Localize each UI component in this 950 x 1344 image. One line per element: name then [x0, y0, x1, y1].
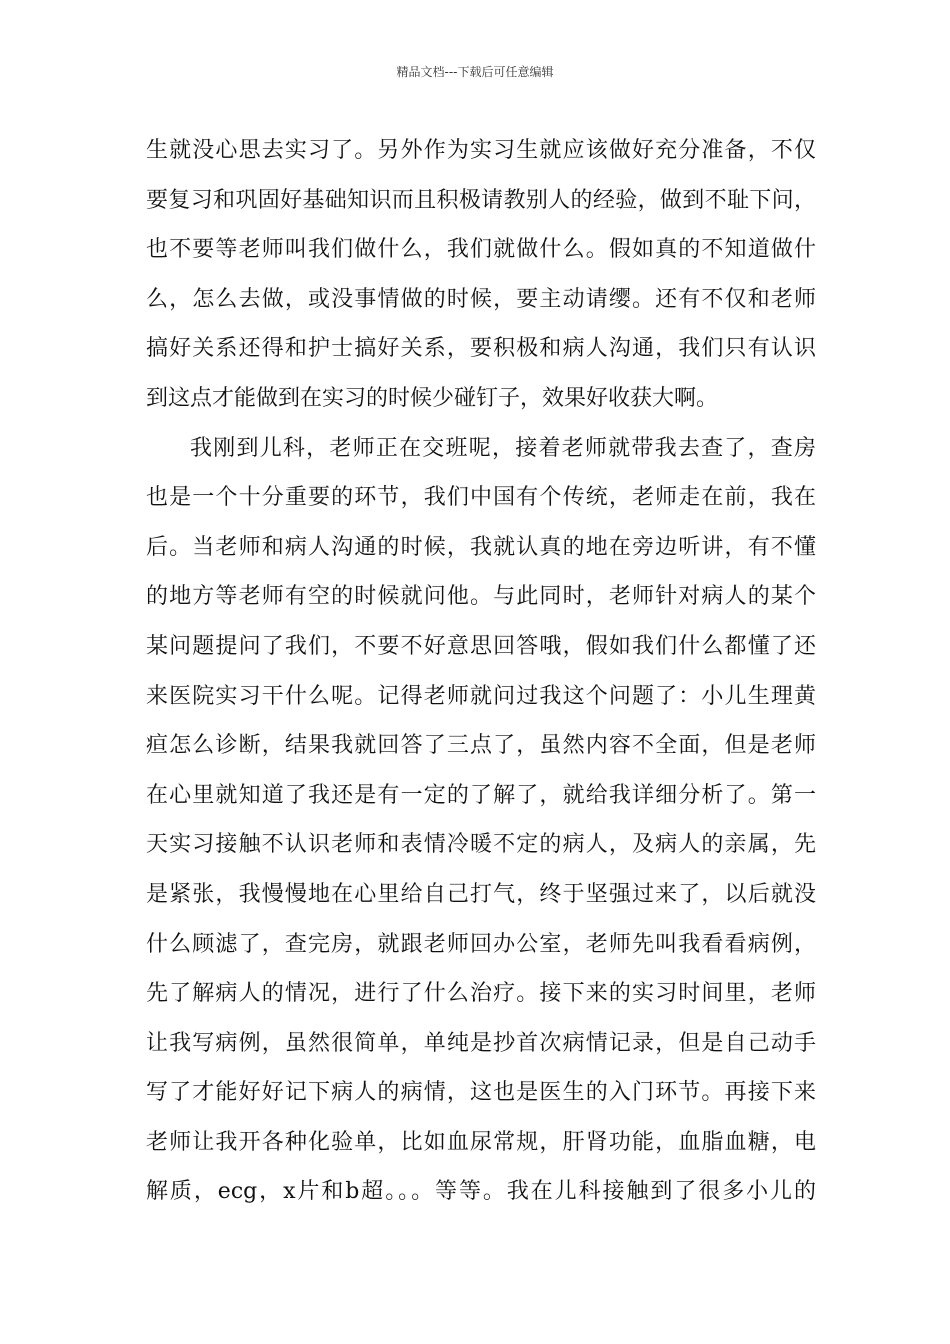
document-body — [146, 126, 816, 1217]
text-line: 解质，ecg，x片和b超。。。等等。我在儿科接触到了很多小儿的 — [146, 1179, 816, 1205]
text-line: 什么顾滤了，查完房，就跟老师回办公室，老师先叫我看看病例， — [146, 931, 816, 957]
text-line: 也不要等老师叫我们做什么，我们就做什么。假如真的不知道做什 — [146, 237, 816, 263]
text-line: 生就没心思去实习了。另外作为实习生就应该做好充分准备，不仅 — [146, 138, 816, 163]
text-line: 来医院实习干什么呢。记得老师就问过我这个问题了：小儿生理黄 — [146, 683, 816, 709]
text-line: 在心里就知道了我还是有一定的了解了，就给我详细分析了。第一 — [146, 782, 816, 808]
page-header: 精品文档---下载后可任意编辑 — [396, 65, 554, 79]
text-line: 某问题提问了我们，不要不好意思回答哦，假如我们什么都懂了还 — [146, 633, 816, 659]
text-line: 后。当老师和病人沟通的时候，我就认真的地在旁边听讲，有不懂 — [146, 534, 816, 560]
text-line: 么，怎么去做，或没事情做的时候，要主动请缨。还有不仅和老师 — [146, 286, 816, 312]
text-line: 老师让我开各种化验单，比如血尿常规，肝肾功能，血脂血糖，电 — [146, 1129, 816, 1155]
paragraph — [146, 126, 816, 424]
text-line: 天实习接触不认识老师和表情冷暖不定的病人，及病人的亲属，先 — [146, 832, 816, 858]
text-line: 让我写病例，虽然很简单，单纯是抄首次病情记录，但是自己动手 — [146, 1030, 816, 1056]
text-line: 是紧张，我慢慢地在心里给自己打气，终于坚强过来了，以后就没 — [146, 881, 816, 907]
text-line: 我刚到儿科，老师正在交班呢，接着老师就带我去查了，查房 — [190, 435, 816, 461]
paragraph — [146, 424, 816, 1218]
text-line: 疸怎么诊断，结果我就回答了三点了，虽然内容不全面，但是老师 — [146, 733, 816, 759]
text-line: 的地方等老师有空的时候就问他。与此同时，老师针对病人的某个 — [146, 584, 816, 610]
text-line: 到这点才能做到在实习的时候少碰钉子，效果好收获大啊。 — [146, 385, 719, 411]
text-line: 也是一个十分重要的环节，我们中国有个传统，老师走在前，我在 — [146, 485, 816, 511]
text-line: 先了解病人的情况，进行了什么治疗。接下来的实习时间里，老师 — [146, 981, 816, 1007]
text-line: 写了才能好好记下病人的病情，这也是医生的入门环节。再接下来 — [146, 1080, 816, 1106]
text-line: 要复习和巩固好基础知识而且积极请教别人的经验，做到不耻下问， — [146, 187, 816, 213]
text-line: 搞好关系还得和护士搞好关系，要积极和病人沟通，我们只有认识 — [146, 336, 816, 362]
